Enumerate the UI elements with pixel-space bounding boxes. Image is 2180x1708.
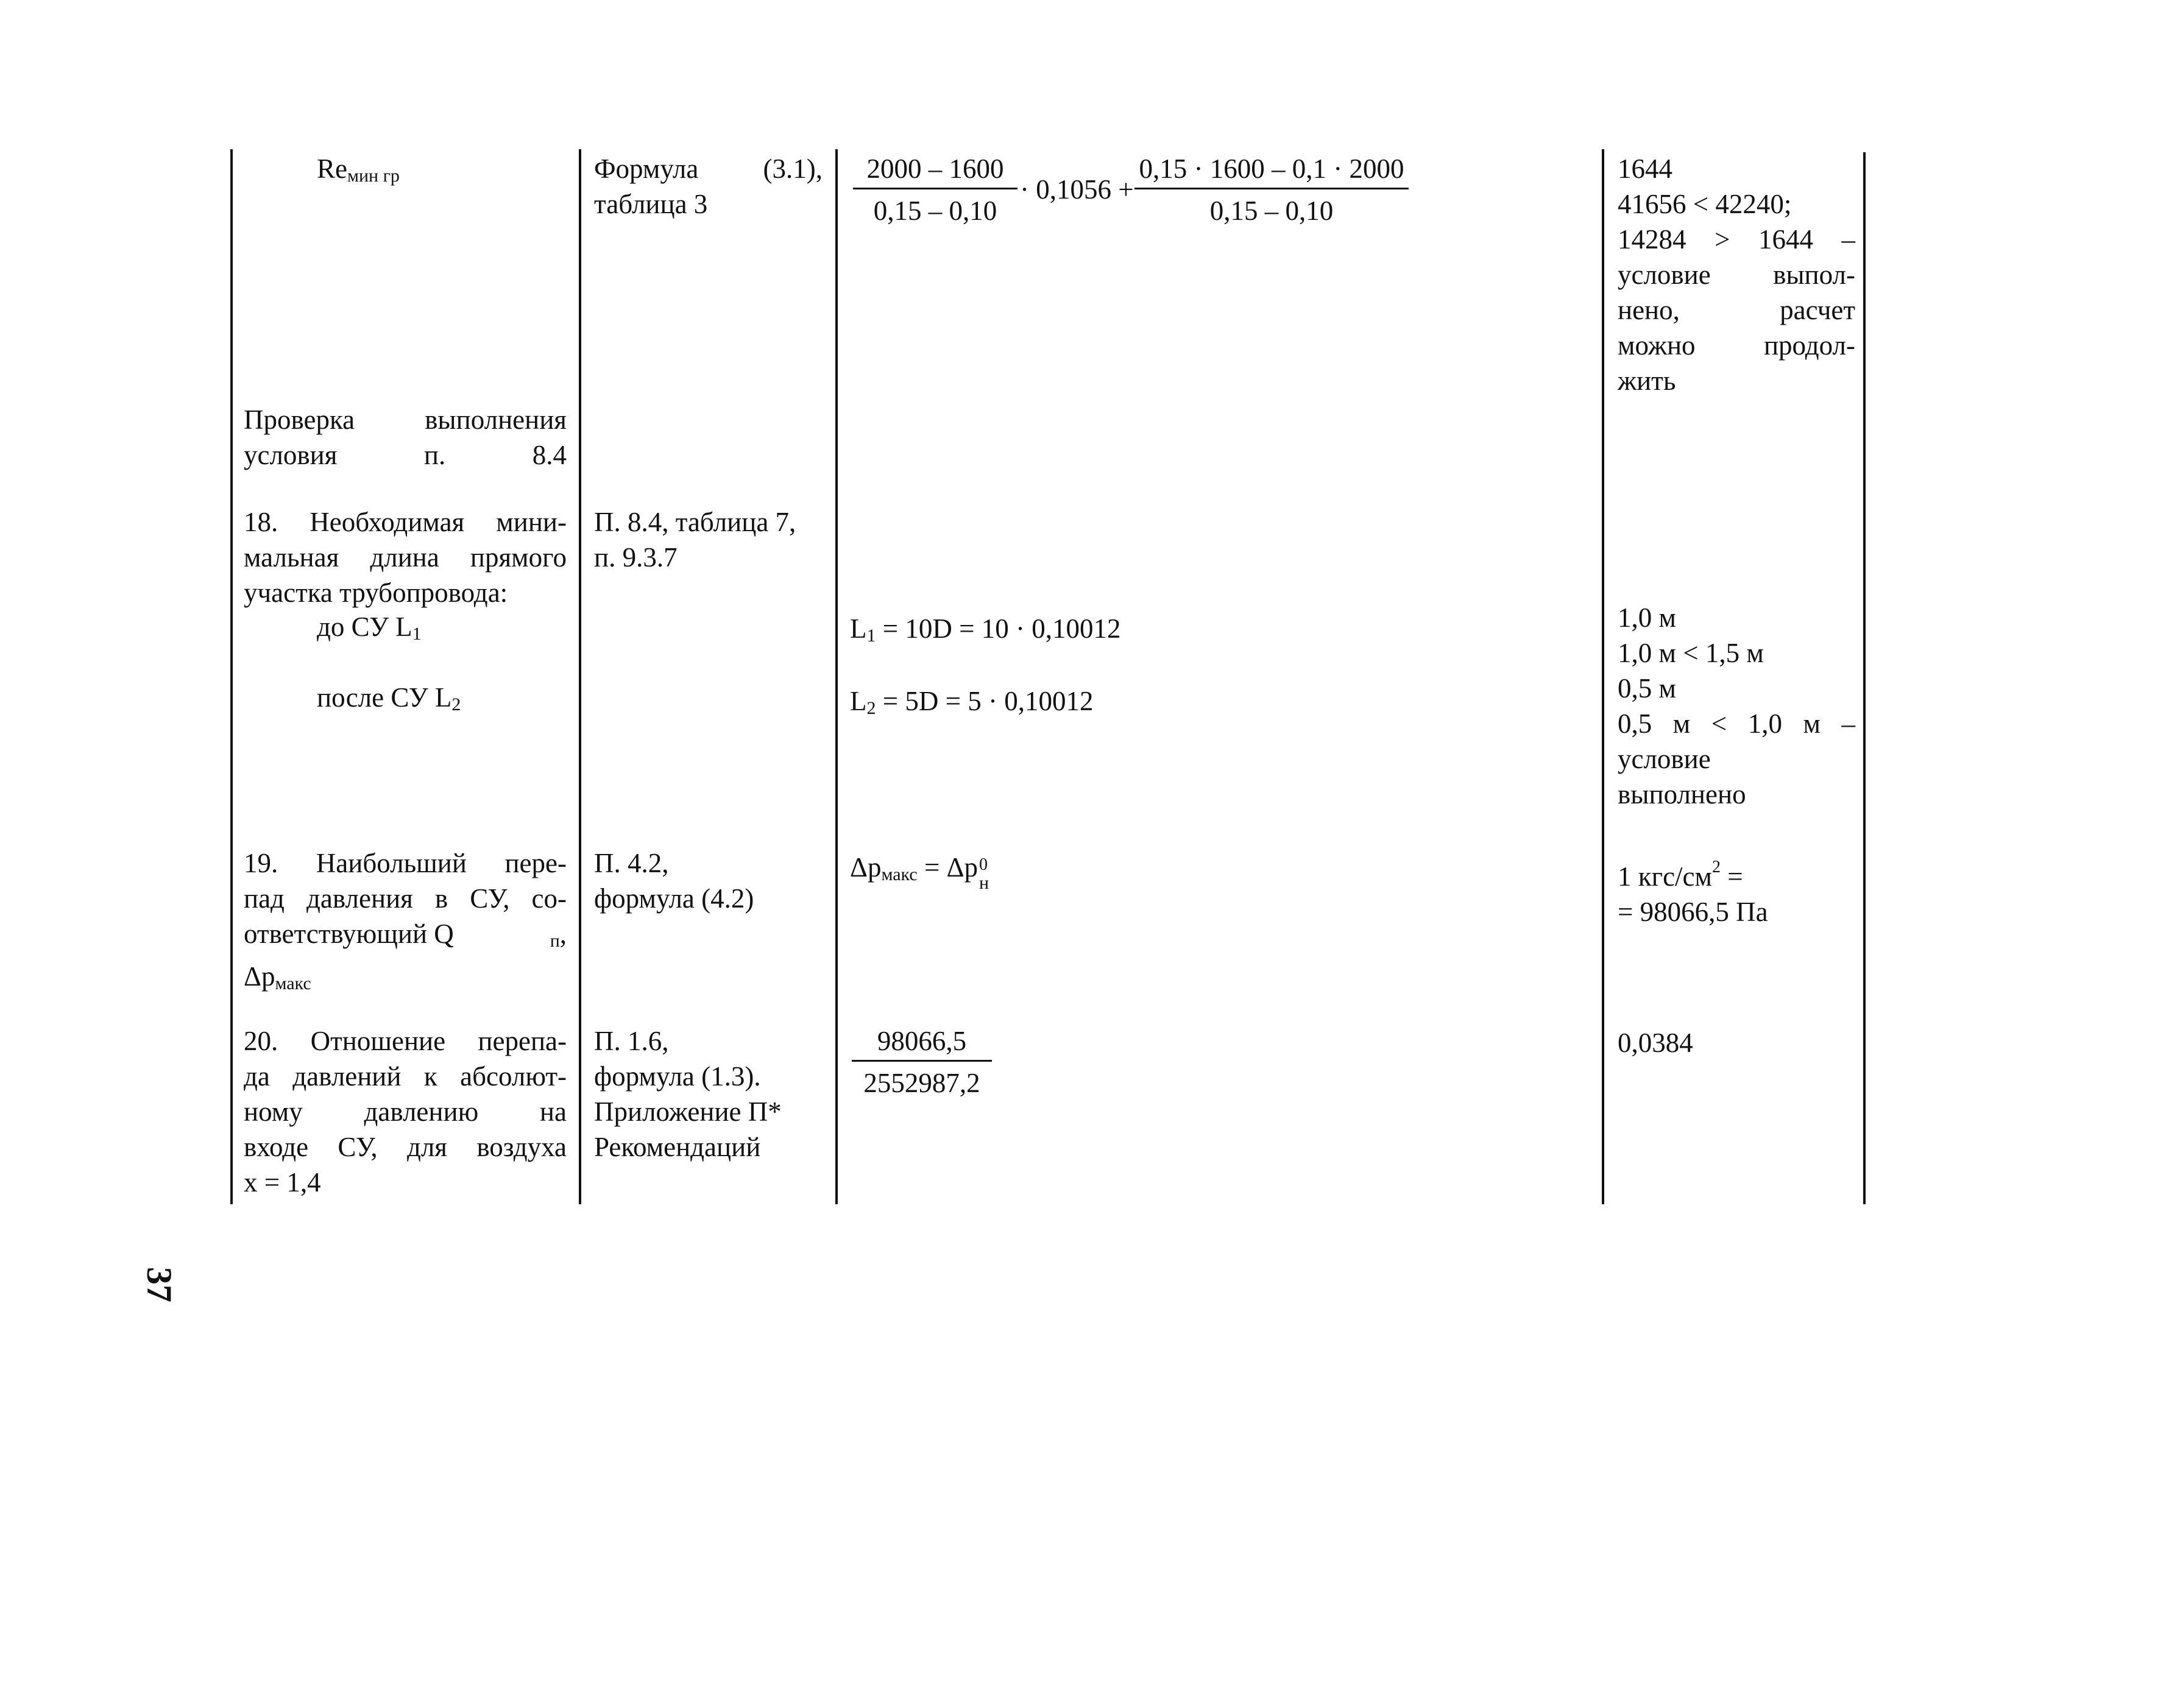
name-line: 18. Необходимая мини- (244, 507, 567, 537)
row19-result (1618, 850, 1768, 930)
after-text: после СУ L (317, 682, 452, 713)
row18-calc-l1 (850, 611, 1121, 654)
param-subscript: мин гр (347, 166, 400, 186)
calc-symbol: L (850, 613, 867, 644)
row20-source (594, 1023, 782, 1165)
calc-delta-p-subscript: макс (881, 864, 918, 884)
source-line: формула (4.2) (594, 883, 754, 914)
source-line: П. 8.4, таблица 7, (594, 507, 796, 537)
name-delta-p: Δp (244, 961, 275, 992)
result-line: можно продол- (1618, 330, 1855, 361)
name-q-text: ответствующий Q (244, 919, 454, 949)
result-line: 14284 > 1644 – (1618, 224, 1855, 255)
table-rule-col3 (835, 149, 838, 1204)
name-q-subscript: п (550, 931, 560, 951)
name-delta-p-subscript: макс (275, 973, 311, 993)
source-line: П. 4.2, (594, 848, 669, 878)
name-q-tail: , (559, 919, 567, 949)
before-text: до СУ L (317, 612, 412, 642)
before-subscript: 1 (412, 624, 422, 644)
row18-calc-l2 (850, 683, 1094, 726)
table-rule-right (1863, 152, 1866, 1204)
name-line: пад давления в СУ, со- (244, 883, 567, 914)
result-line: 0,5 м (1618, 673, 1676, 704)
name-line: мальная длина прямого (244, 542, 567, 573)
result-line: нено, расчет (1618, 295, 1855, 325)
result-line: 0,5 м < 1,0 м – (1618, 708, 1855, 739)
result-line: = 98066,5 Па (1618, 897, 1768, 927)
calc-expression: = 5D = 5 · 0,10012 (876, 686, 1094, 716)
table-rule-col2 (579, 149, 581, 1204)
calc-equals: = Δp (917, 852, 979, 883)
calc-delta-p: Δp (850, 852, 882, 883)
after-subscript: 2 (451, 694, 461, 715)
row18-result (1618, 600, 1855, 812)
name-line: 19. Наибольший пере- (244, 848, 567, 878)
row19-name (244, 845, 567, 1001)
formula-multiplier: · 0,1056 + (1020, 174, 1134, 205)
name-line: x = 1,4 (244, 1167, 321, 1198)
row18-before-label (317, 609, 422, 652)
result-unit-tail: = (1721, 861, 1743, 892)
calc-subscript: н (979, 873, 989, 893)
source-line: Приложение П* (594, 1096, 782, 1127)
name-line: участка трубопровода: (244, 577, 508, 608)
row18-after-label (317, 680, 461, 722)
param-symbol: Re (317, 154, 347, 184)
row17-source: Формула (3.1), таблица 3 (594, 154, 823, 219)
table-rule-left (230, 149, 233, 1204)
row19-calc (850, 850, 993, 892)
fraction-1-denominator: 0,15 – 0,10 (873, 196, 997, 226)
name-line: 20. Отношение перепа- (244, 1026, 567, 1056)
source-line: П. 1.6, (594, 1026, 669, 1056)
row19-source (594, 845, 754, 916)
calc-expression: = 10D = 10 · 0,10012 (876, 613, 1121, 644)
row20-fraction (852, 1023, 992, 1101)
source-line: Рекомендаций (594, 1132, 761, 1162)
table-rule-col4 (1602, 149, 1604, 1204)
calc-subscript: 2 (866, 698, 876, 718)
result-unit-sup: 2 (1712, 858, 1721, 877)
name-line-q (244, 916, 567, 959)
calc-superscript: 0 (979, 855, 988, 874)
result-line: жить (1618, 365, 1676, 396)
fraction-2-denominator: 0,15 – 0,10 (1209, 196, 1334, 226)
result-line: 1644 (1618, 154, 1672, 184)
fraction-denominator: 2552987,2 (863, 1068, 980, 1098)
name-line: входе СУ, для воздуха (244, 1132, 567, 1162)
fraction-2-numerator: 0,15 · 1600 – 0,1 · 2000 (1134, 151, 1409, 189)
fraction-1-numerator: 2000 – 1600 (853, 151, 1017, 189)
page-number: 37 (140, 1267, 179, 1302)
row18-source (594, 504, 796, 575)
result-line: 1,0 м (1618, 602, 1676, 633)
result-line: условие выпол- (1618, 259, 1855, 290)
name-line: ному давлению на (244, 1096, 567, 1127)
calc-symbol: L (850, 686, 867, 716)
row20-name (244, 1023, 567, 1200)
calc-subscript: 1 (866, 626, 876, 646)
result-line: выполнено (1618, 779, 1746, 810)
row17-result (1618, 151, 1855, 398)
formula-fraction-2 (1134, 151, 1409, 228)
result-line: 41656 < 42240; (1618, 189, 1792, 219)
result-unit: 1 кгс/см (1618, 861, 1712, 892)
formula-fraction-1 (853, 151, 1017, 228)
fraction-numerator: 98066,5 (852, 1023, 992, 1062)
source-line: формула (1.3). (594, 1061, 761, 1092)
source-line: п. 9.3.7 (594, 542, 678, 573)
row20-result: 0,0384 (1618, 1028, 1693, 1058)
name-line: да давлений к абсолют- (244, 1061, 567, 1092)
result-line: 1,0 м < 1,5 м (1618, 638, 1764, 668)
row18-name (244, 504, 567, 610)
result-line: условие (1618, 744, 1711, 774)
param-re-min (317, 151, 400, 194)
check-label: Проверка выполнения условия п. 8.4 (244, 404, 567, 470)
